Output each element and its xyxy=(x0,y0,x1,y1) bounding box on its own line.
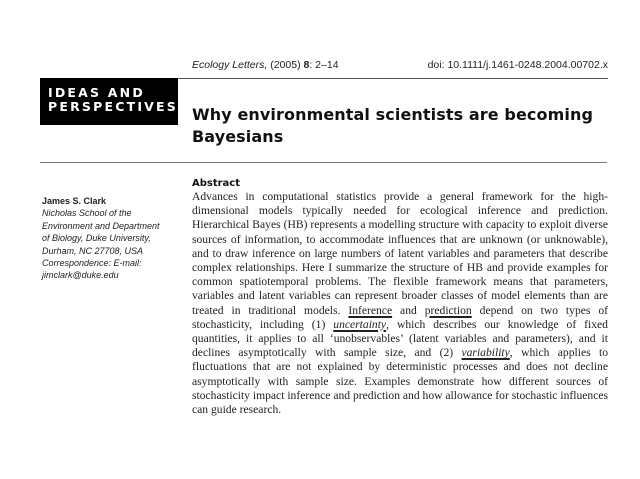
journal-name: Ecology Letters, xyxy=(192,59,268,71)
affiliation-line: Environment and Department xyxy=(42,220,160,231)
author-email[interactable]: jimclark@duke.edu xyxy=(42,270,119,281)
term-variability: variability xyxy=(461,346,510,360)
abstract-text: depend on two types of stochasticity, including (1) xyxy=(192,303,608,331)
abstract-heading: Abstract xyxy=(192,178,241,189)
journal-volume: 8 xyxy=(303,59,310,71)
journal-year: (2005) xyxy=(270,59,301,71)
abstract-text: , which describes our knowledge of fixed quantities, it applies to all ‘unobservables’ (latent variables and parameters), and it declines asymptotically with sample size, and (2) xyxy=(192,317,608,360)
abstract-text: Advances in computational statistics provide a general framework for the high-dimensional models typically needed for ecological inference and prediction. Hierarchical Bayes (HB) represents a modelling structure with capacity to exploit diverse sources of information, to accommodate influences that are unknown (or unknowable), and to draw inference on large numbers of latent variables and parameters that describe complex relationships. Here I summarize the structure of HB and provide examples for common spatiotemporal problems. The flexible framework means that parameters, variables and latent variables can represent broader classes of model elements than are treated in traditional models. xyxy=(192,190,608,317)
section-label-line2: PERSPECTIVES xyxy=(48,99,178,114)
section-label-box xyxy=(40,78,178,125)
doi: doi: 10.1111/j.1461-0248.2004.00702.x xyxy=(427,59,608,71)
abstract-text: , which applies to fluctuations that are not explained by deterministic processes and does not decline asymptotically with sample size. Examples demonstrate how different sources of stochasticity impact inference and prediction and how allowance for stochastic influences can guide research. xyxy=(192,346,608,417)
abstract-body xyxy=(192,190,608,417)
correspondence-label: Correspondence: E-mail: xyxy=(42,258,142,269)
abstract-text: and xyxy=(392,303,425,317)
author-name: James S. Clark xyxy=(42,196,107,206)
affiliation-line: Nicholas School of the xyxy=(42,208,132,219)
affiliation-line: Durham, NC 27708, USA xyxy=(42,245,144,256)
term-inference: Inference xyxy=(348,303,393,317)
title-rule xyxy=(40,162,607,163)
section-label-line1: IDEAS AND xyxy=(48,85,145,100)
journal-citation xyxy=(192,59,339,71)
term-prediction: prediction xyxy=(424,303,472,317)
term-uncertainty: uncertainty xyxy=(333,317,387,331)
affiliation-line: of Biology, Duke University, xyxy=(42,233,151,244)
header-rule xyxy=(178,78,608,79)
article-title: Why environmental scientists are becoming Bayesians xyxy=(192,105,594,146)
journal-pages: : 2–14 xyxy=(309,59,339,71)
author-block xyxy=(42,195,182,282)
